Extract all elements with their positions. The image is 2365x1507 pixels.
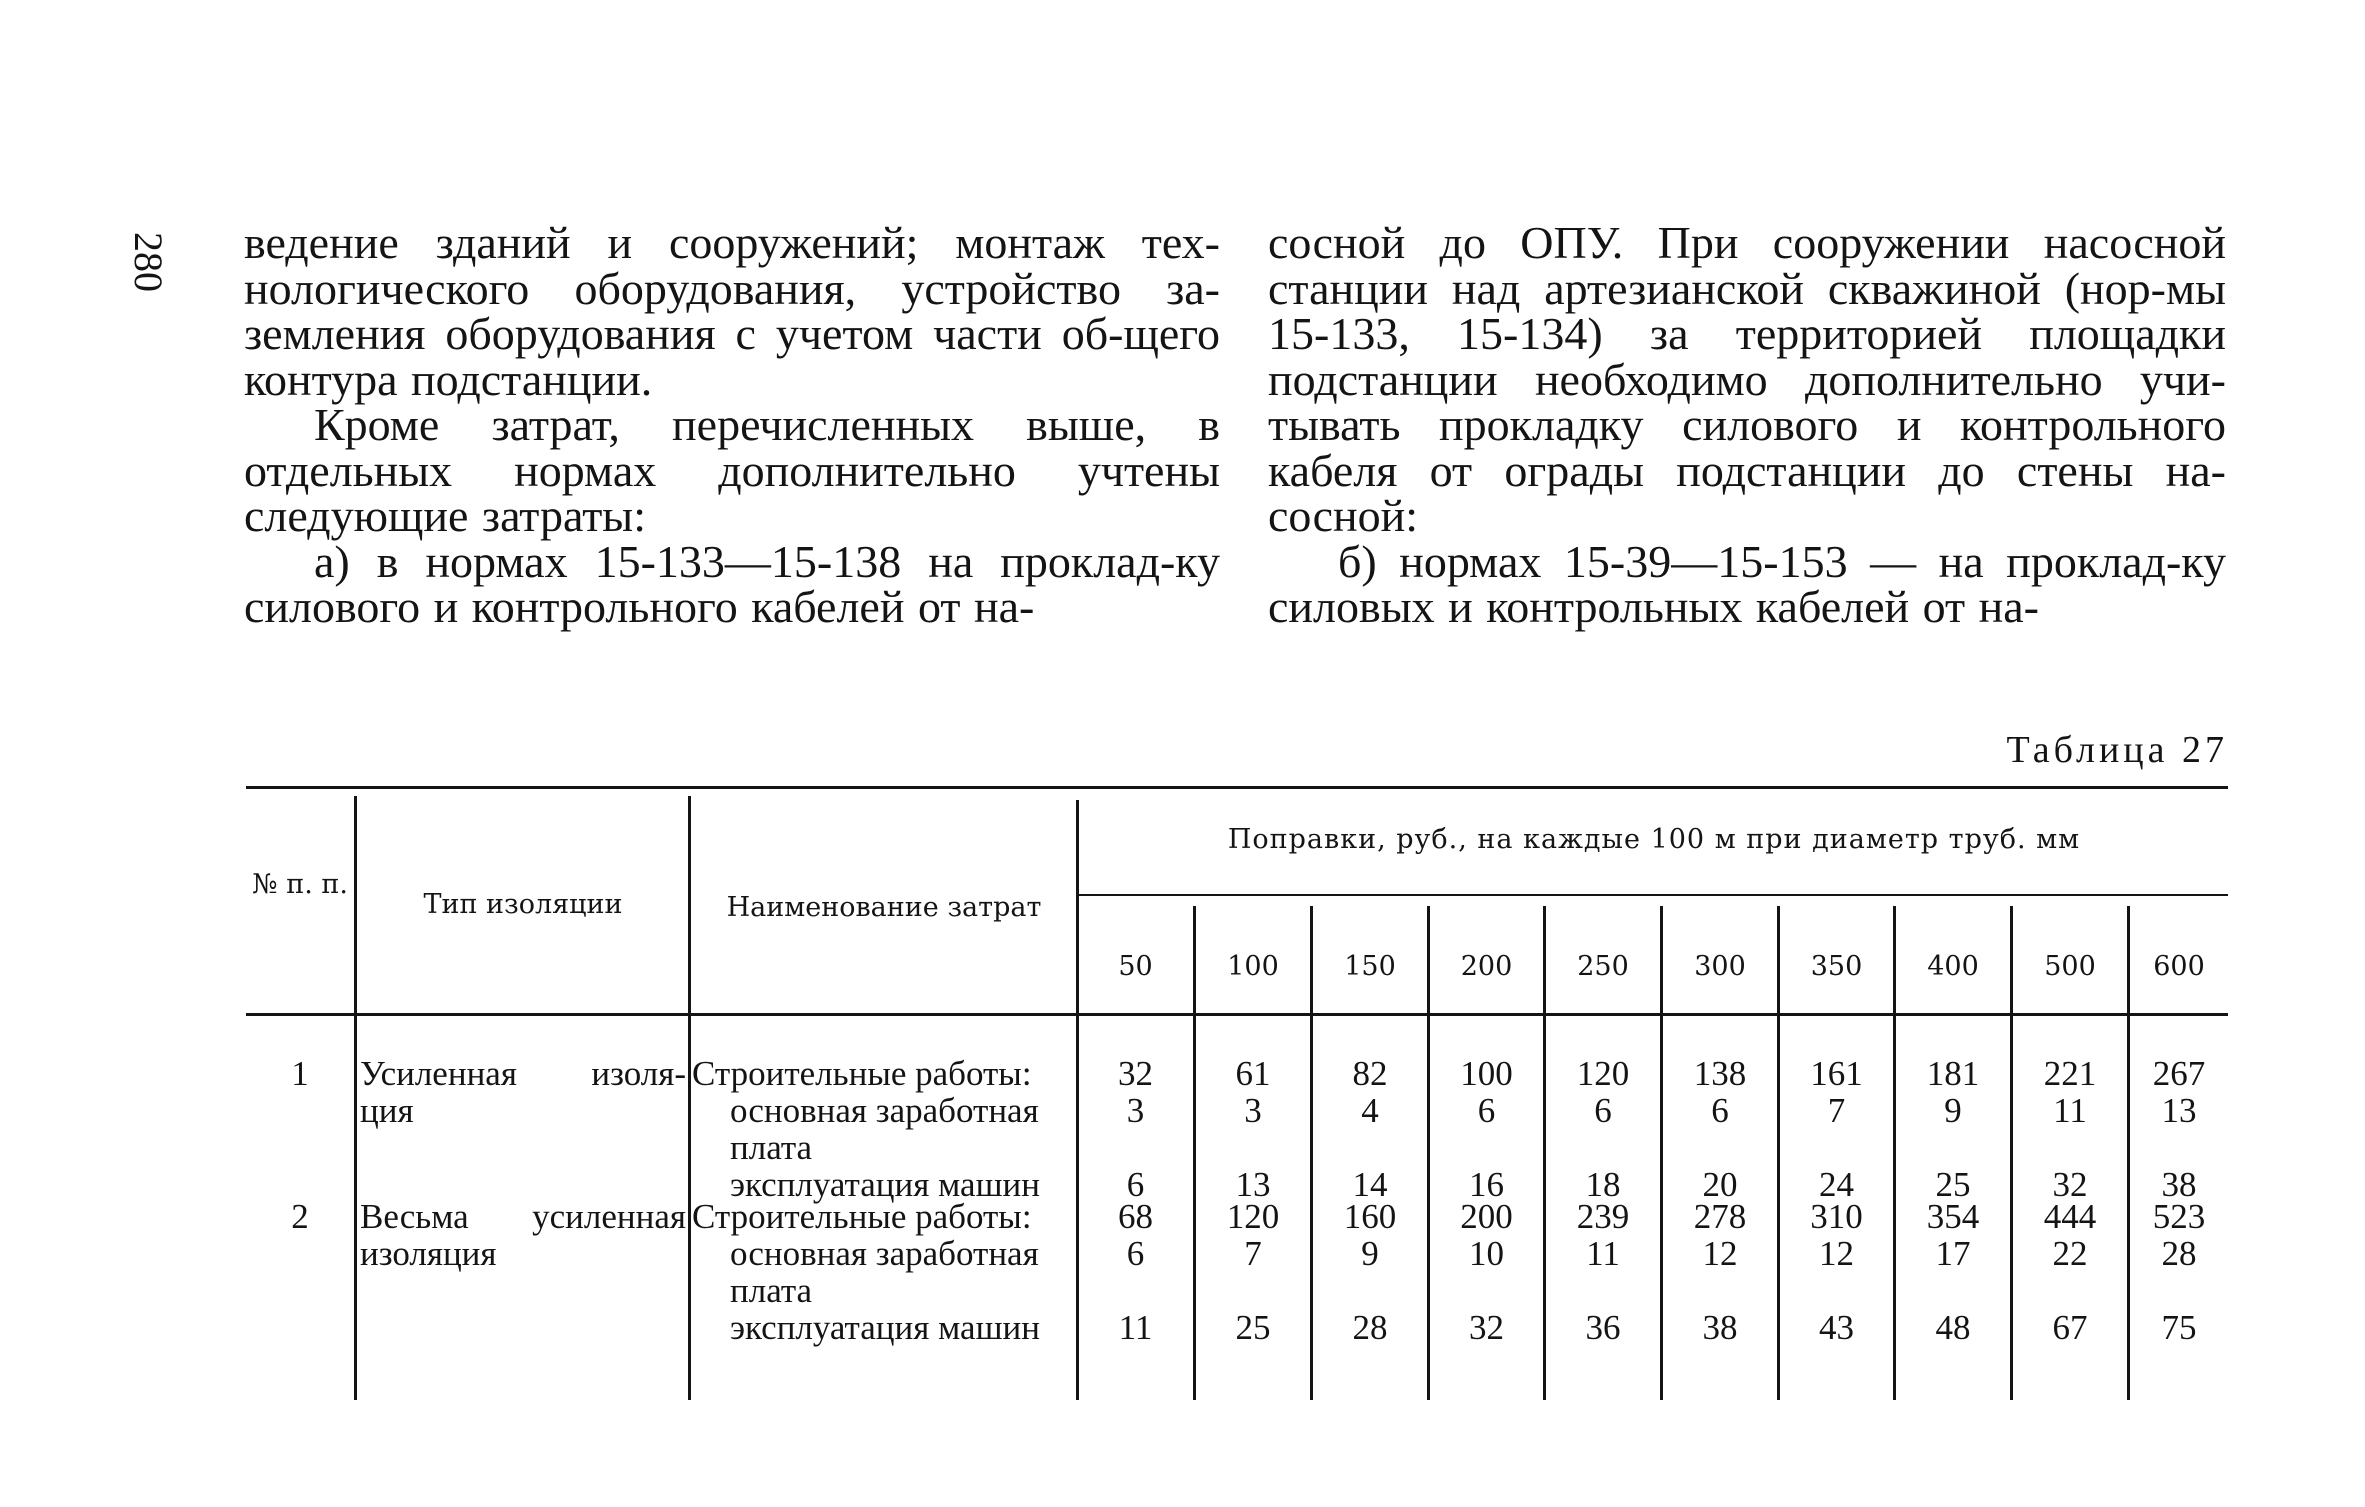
- value-machine-operation: 32: [2052, 1165, 2088, 1204]
- value-machine-operation: 25: [1935, 1165, 1971, 1204]
- header-diameter-600: 600: [2153, 951, 2205, 982]
- header-diameter-300: 300: [1694, 951, 1746, 982]
- value-machine-operation: 43: [1819, 1308, 1854, 1347]
- value-machine-operation: 36: [1585, 1308, 1621, 1347]
- left-text-column: [244, 217, 1220, 632]
- value-base-wages: 12: [1702, 1234, 1738, 1273]
- paragraph: ведение зданий и сооружений; монтаж тех-нологического оборудования, устройство за-земления оборудования с учетом части об-щего контура подстанции.: [244, 217, 1220, 405]
- value-construction-total: 239: [1576, 1197, 1630, 1236]
- value-construction-total: 354: [1926, 1197, 1980, 1236]
- value-machine-operation: 11: [1118, 1308, 1153, 1347]
- header-diameter-150: 150: [1344, 951, 1396, 982]
- header-diameter-350: 350: [1810, 951, 1863, 982]
- value-construction-total: 138: [1693, 1054, 1747, 1093]
- value-base-wages: 3: [1126, 1091, 1145, 1130]
- value-base-wages: 6: [1711, 1091, 1729, 1130]
- cost-subitem: плата: [730, 1128, 813, 1167]
- row-number: 1: [291, 1054, 309, 1093]
- value-machine-operation: 6: [1126, 1165, 1145, 1204]
- table-subheader-rule: [1076, 894, 2228, 896]
- cost-subitem: основная заработная: [730, 1234, 1039, 1273]
- insulation-type-line: Усиленная изоля-: [360, 1054, 686, 1093]
- value-base-wages: 6: [1594, 1091, 1612, 1130]
- value-construction-total: 523: [2152, 1197, 2206, 1236]
- value-machine-operation: 16: [1469, 1165, 1504, 1204]
- value-machine-operation: 13: [1235, 1165, 1271, 1204]
- value-base-wages: 6: [1477, 1091, 1496, 1130]
- cost-group-label: Строительные работы:: [692, 1054, 1032, 1093]
- value-construction-total: 32: [1118, 1054, 1153, 1093]
- column-divider: [688, 796, 691, 1400]
- cost-group-label: Строительные работы:: [692, 1197, 1032, 1236]
- value-base-wages: 11: [2053, 1091, 2087, 1130]
- value-base-wages: 4: [1361, 1091, 1379, 1130]
- value-base-wages: 6: [1126, 1234, 1145, 1273]
- header-insulation-type: Тип изоляции: [423, 889, 623, 920]
- value-base-wages: 11: [1586, 1234, 1620, 1273]
- value-machine-operation: 28: [1352, 1308, 1388, 1347]
- value-base-wages: 3: [1244, 1091, 1262, 1130]
- header-diameter-100: 100: [1227, 951, 1279, 982]
- header-diameter-250: 250: [1577, 951, 1629, 982]
- right-text-column: [1268, 217, 2226, 632]
- page-number: 280: [126, 232, 171, 292]
- value-construction-total: 161: [1810, 1054, 1863, 1093]
- value-base-wages: 10: [1469, 1234, 1504, 1273]
- table-top-rule: [246, 786, 2228, 789]
- value-construction-total: 68: [1118, 1197, 1153, 1236]
- value-construction-total: 200: [1460, 1197, 1513, 1236]
- value-machine-operation: 38: [2161, 1165, 2197, 1204]
- paragraph: сосной до ОПУ. При сооружении насосной станции над артезианской скважиной (нор-мы 15-133, 15-134) за территорией площадки подстанции необходимо дополнительно учи-тывать прокладку силового и контрольного кабеля от ограды подстанции до стены на-сосной:: [1268, 217, 2226, 541]
- insulation-type-line: Весьма усиленная: [360, 1197, 686, 1236]
- value-construction-total: 120: [1226, 1197, 1280, 1236]
- value-machine-operation: 32: [1469, 1308, 1504, 1347]
- paragraph: Кроме затрат, перечисленных выше, в отдельных нормах дополнительно учтены следующие затраты:: [244, 399, 1220, 541]
- value-construction-total: 100: [1460, 1054, 1513, 1093]
- value-machine-operation: 75: [2161, 1308, 2197, 1347]
- value-construction-total: 120: [1576, 1054, 1630, 1093]
- value-machine-operation: 14: [1352, 1165, 1388, 1204]
- value-construction-total: 278: [1693, 1197, 1747, 1236]
- value-machine-operation: 38: [1702, 1308, 1738, 1347]
- value-construction-total: 61: [1235, 1054, 1271, 1093]
- value-construction-total: 221: [2043, 1054, 2097, 1093]
- cost-subitem: эксплуатация машин: [730, 1165, 1040, 1204]
- value-machine-operation: 48: [1935, 1308, 1971, 1347]
- header-diameter-500: 500: [2044, 951, 2096, 982]
- value-construction-total: 444: [2043, 1197, 2097, 1236]
- value-machine-operation: 25: [1235, 1308, 1271, 1347]
- header-cost-name: Наименование затрат: [726, 892, 1042, 923]
- table-header-bottom-rule: [246, 1013, 2228, 1016]
- paragraph: б) нормах 15-39—15-153 — на проклад-ку силовых и контрольных кабелей от на-: [1268, 535, 2226, 632]
- table-caption: Таблица 27: [2006, 729, 2228, 771]
- header-corrections-group: Поправки, руб., на каждые 100 м при диаметр труб. мм: [1227, 824, 2081, 855]
- paragraph: а) в нормах 15-133—15-138 на проклад-ку силового и контрольного кабелей от на-: [244, 535, 1220, 632]
- value-base-wages: 7: [1827, 1091, 1846, 1130]
- value-construction-total: 310: [1810, 1197, 1863, 1236]
- value-base-wages: 9: [1361, 1234, 1379, 1273]
- value-machine-operation: 24: [1819, 1165, 1854, 1204]
- header-diameter-50: 50: [1118, 951, 1153, 982]
- value-base-wages: 28: [2161, 1234, 2197, 1273]
- value-construction-total: 181: [1926, 1054, 1980, 1093]
- insulation-type-line: ция: [360, 1091, 414, 1130]
- cost-subitem: эксплуатация машин: [730, 1308, 1040, 1347]
- value-construction-total: 267: [2152, 1054, 2206, 1093]
- cost-subitem: плата: [730, 1271, 813, 1310]
- value-base-wages: 17: [1935, 1234, 1971, 1273]
- header-diameter-400: 400: [1927, 951, 1979, 982]
- value-base-wages: 12: [1819, 1234, 1854, 1273]
- column-divider: [354, 796, 357, 1400]
- value-base-wages: 9: [1944, 1091, 1962, 1130]
- value-machine-operation: 67: [2052, 1308, 2088, 1347]
- value-base-wages: 7: [1244, 1234, 1262, 1273]
- value-machine-operation: 20: [1702, 1165, 1738, 1204]
- value-machine-operation: 18: [1585, 1165, 1621, 1204]
- header-diameter-200: 200: [1460, 951, 1513, 982]
- header-number: № п. п.: [252, 869, 348, 900]
- insulation-type-line: изоляция: [360, 1234, 497, 1273]
- value-construction-total: 160: [1343, 1197, 1397, 1236]
- value-base-wages: 13: [2161, 1091, 2197, 1130]
- row-number: 2: [291, 1197, 309, 1236]
- cost-subitem: основная заработная: [730, 1091, 1039, 1130]
- value-base-wages: 22: [2052, 1234, 2088, 1273]
- value-construction-total: 82: [1352, 1054, 1388, 1093]
